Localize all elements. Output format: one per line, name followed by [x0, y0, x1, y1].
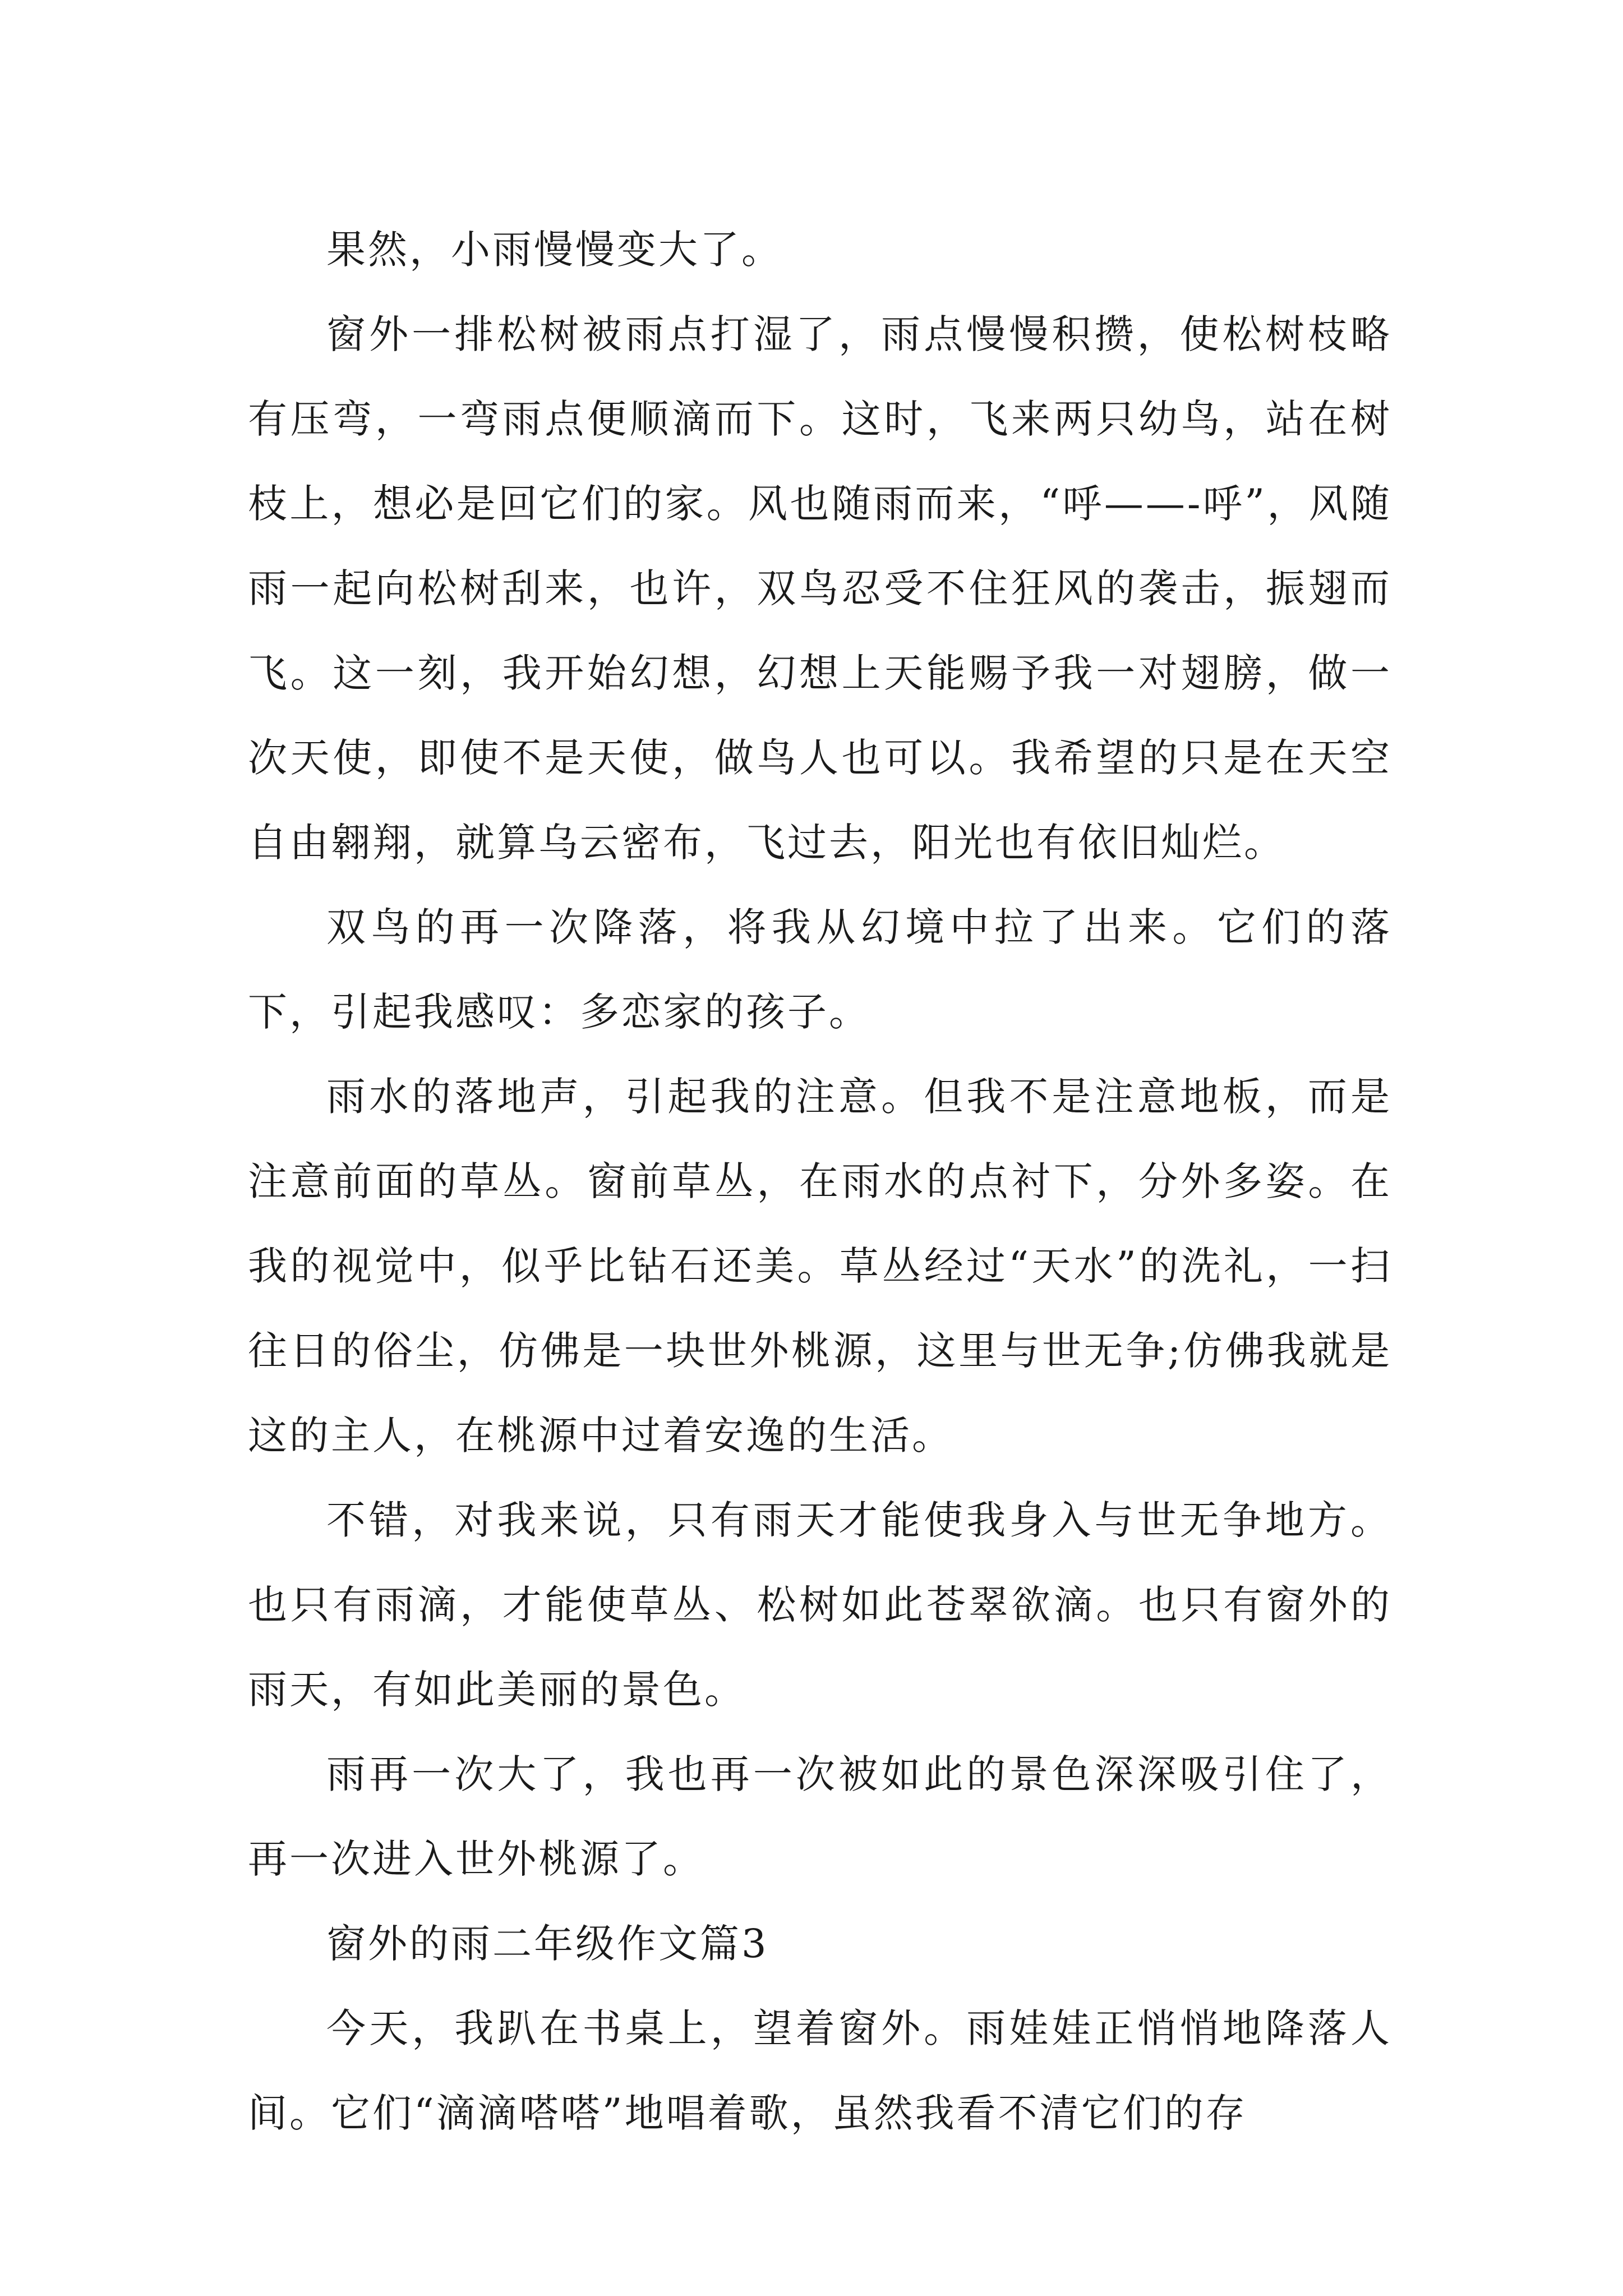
document-body [248, 208, 1392, 2156]
paragraph-3: 双鸟的再一次降落，将我从幻境中拉了出来。它们的落下，引起我感叹：多恋家的孩子。 [248, 904, 1392, 1035]
paragraph-7: 今天，我趴在书桌上，望着窗外。雨娃娃正悄悄地降落人间。它们“滴滴嗒嗒”地唱着歌，虽然我看不清它们的存 [248, 2005, 1392, 2136]
paragraph-2: 窗外一排松树被雨点打湿了，雨点慢慢积攒，使松树枝略有压弯，一弯雨点便顺滴而下。这时，飞来两只幼鸟，站在树枝上，想必是回它们的家。风也随雨而来，“呼——-呼”，风随雨一起向松树刮来，也许，双鸟忍受不住狂风的袭击，振翅而飞。这一刻，我开始幻想，幻想上天能赐予我一对翅膀，做一次天使，即使不是天使，做鸟人也可以。我希望的只是在天空自由翱翔，就算乌云密布，飞过去，阳光也有依旧灿烂。 [248, 311, 1392, 866]
paragraph-5: 不错，对我来说，只有雨天才能使我身入与世无争地方。也只有雨滴，才能使草丛、松树如此苍翠欲滴。也只有窗外的雨天，有如此美丽的景色。 [248, 1497, 1392, 1713]
paragraph-1: 果然，小雨慢慢变大了。 [326, 227, 783, 273]
paragraph-4: 雨水的落地声，引起我的注意。但我不是注意地板，而是注意前面的草丛。窗前草丛，在雨水的点衬下，分外多姿。在我的视觉中，似乎比钻石还美。草丛经过“天水”的洗礼，一扫往日的俗尘，仿佛是一块世外桃源，这里与世无争;仿佛我就是这的主人，在桃源中过着安逸的生活。 [248, 1074, 1392, 1458]
section-heading: 窗外的雨二年级作文篇3 [326, 1921, 769, 1967]
paragraph-6: 雨再一次大了，我也再一次被如此的景色深深吸引住了，再一次进入世外桃源了。 [248, 1751, 1392, 1882]
